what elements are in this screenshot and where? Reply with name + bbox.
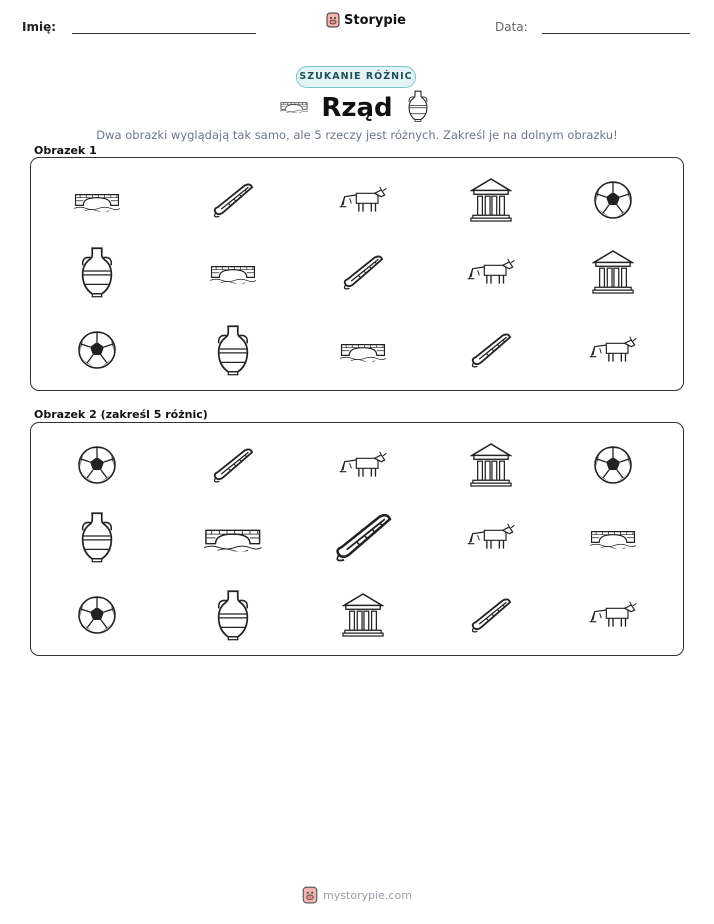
temple-icon (470, 177, 512, 223)
aqueduct-icon (468, 330, 514, 370)
name-label: Imię: (22, 20, 57, 34)
amphora-icon[interactable] (214, 589, 252, 641)
bridge-icon (340, 338, 386, 362)
amphora-icon (78, 246, 116, 298)
soccer-ball-icon[interactable] (77, 445, 117, 485)
picture1-panel (30, 157, 684, 391)
bridge-icon[interactable] (204, 522, 262, 552)
footer-url: mystorypie.com (323, 888, 412, 902)
name-line[interactable] (72, 33, 256, 34)
ox-plow-icon (588, 335, 638, 365)
ox-plow-icon[interactable] (588, 600, 638, 630)
brand-name: Storypie (344, 12, 406, 28)
aqueduct-icon[interactable] (468, 595, 514, 635)
bridge-icon (74, 188, 120, 212)
amphora-icon (214, 324, 252, 376)
date-label: Data: (495, 20, 528, 34)
aqueduct-icon[interactable] (331, 509, 395, 565)
temple-icon[interactable] (470, 442, 512, 488)
aqueduct-icon (340, 252, 386, 292)
soccer-ball-icon (593, 180, 633, 220)
ox-plow-icon[interactable] (338, 450, 388, 480)
picture2-label: Obrazek 2 (zakreśl 5 różnic) (34, 408, 208, 421)
ox-plow-icon (466, 257, 516, 287)
pig-logo-icon (326, 12, 340, 28)
temple-icon (592, 249, 634, 295)
bridge-icon (210, 260, 256, 284)
bridge-icon[interactable] (590, 525, 636, 549)
soccer-ball-icon[interactable] (77, 595, 117, 635)
temple-icon[interactable] (342, 592, 384, 638)
ox-plow-icon (338, 185, 388, 215)
soccer-ball-icon (77, 330, 117, 370)
picture1-label: Obrazek 1 (34, 144, 97, 157)
aqueduct-icon (210, 180, 256, 220)
pig-logo-icon (302, 886, 318, 904)
ox-plow-icon[interactable] (466, 522, 516, 552)
amphora-icon[interactable] (78, 511, 116, 563)
instructions: Dwa obrazki wyglądają tak samo, ale 5 rzeczy jest różnych. Zakreśl je na dolnym obrazku! (96, 128, 618, 142)
footer (0, 886, 714, 904)
amphora-icon (406, 90, 430, 126)
activity-badge: SZUKANIE RÓŻNIC (296, 66, 416, 88)
date-line[interactable] (542, 33, 690, 34)
brand-logo (326, 12, 406, 28)
soccer-ball-icon[interactable] (593, 445, 633, 485)
page-title: Rząd (321, 93, 393, 123)
aqueduct-icon[interactable] (210, 445, 256, 485)
picture2-panel[interactable] (30, 422, 684, 656)
